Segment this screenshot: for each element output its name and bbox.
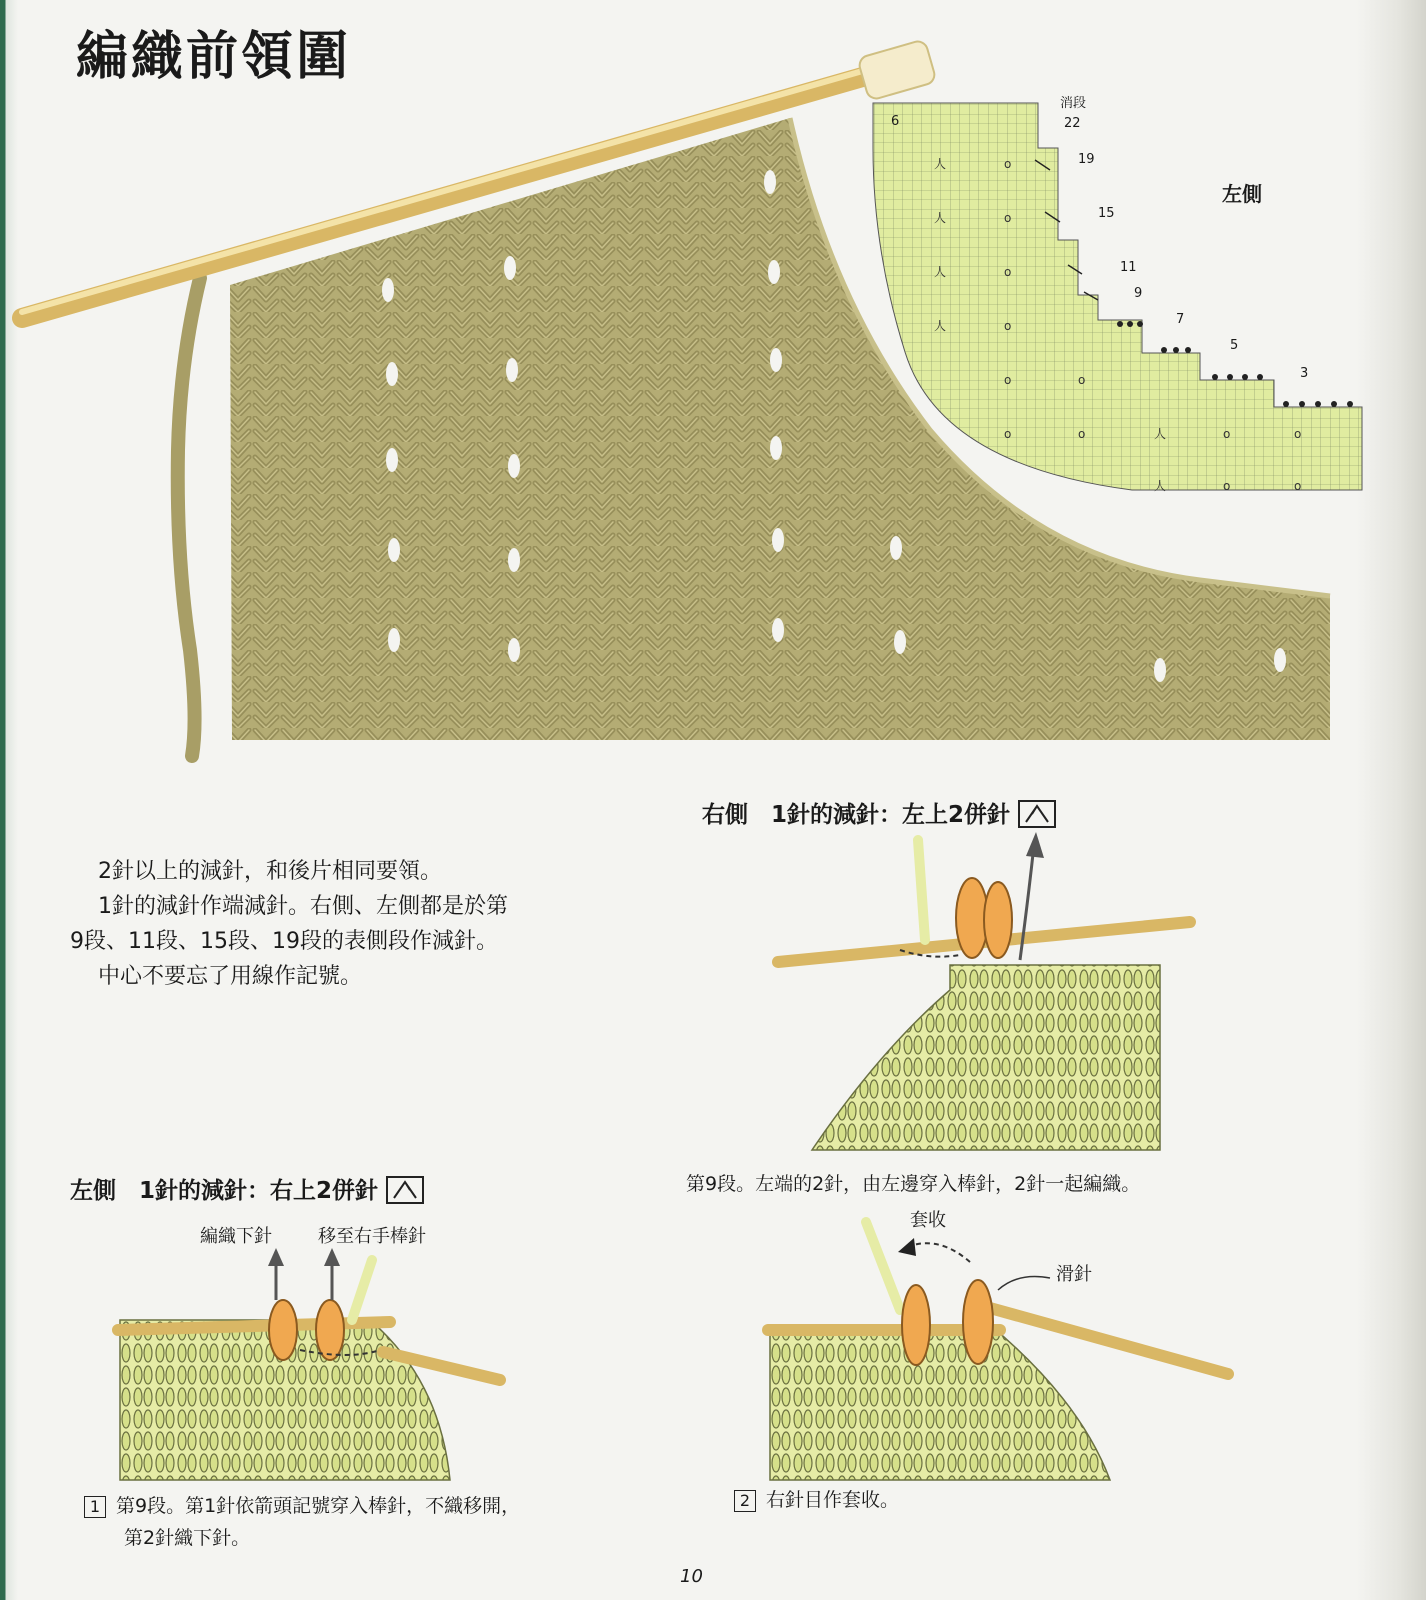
knitting-chart: [873, 103, 1362, 493]
svg-text:人: 人: [934, 319, 947, 333]
yarn-tail: [178, 278, 200, 756]
arrow-left-icon: [898, 1238, 916, 1256]
svg-text:o: o: [1004, 157, 1012, 171]
label-move: 移至右手棒針: [318, 1226, 426, 1247]
row-marker: 11: [1120, 260, 1137, 275]
svg-text:o: o: [1004, 319, 1012, 333]
intro-line: 中心不要忘了用線作記號。: [98, 964, 363, 989]
left-decrease-illustration: [118, 1248, 500, 1480]
step-number: 1: [84, 1496, 106, 1518]
symbol-right-ssk-icon: [386, 1176, 424, 1204]
row-marker: 3: [1300, 366, 1309, 381]
step2-caption: [734, 1484, 899, 1516]
intro-text: [70, 854, 630, 994]
svg-text:o: o: [1004, 373, 1012, 387]
svg-text:人: 人: [934, 265, 947, 279]
label-knit: 編織下針: [200, 1226, 272, 1247]
right-section-title: [702, 796, 1056, 830]
row-marker: 19: [1078, 152, 1095, 167]
row-marker: 15: [1098, 206, 1115, 221]
step1-text2: 第2針織下針。: [124, 1527, 251, 1549]
chart-row-note: 消段: [1060, 96, 1087, 111]
step2-text: 右針目作套收。: [766, 1489, 900, 1511]
row-marker: 22: [1064, 116, 1081, 131]
svg-text:人: 人: [1154, 479, 1167, 493]
svg-text:人: 人: [934, 211, 947, 225]
symbol-left-k2tog-icon: [1018, 800, 1056, 828]
row-marker: 6: [891, 114, 900, 129]
page-number: 10: [680, 1566, 703, 1587]
step2-illustration: [768, 1222, 1228, 1480]
left-section-title-text: 左側 1針的減針：右上2併針: [70, 1178, 379, 1204]
svg-text:o: o: [1223, 479, 1231, 493]
svg-text:o: o: [1004, 211, 1012, 225]
left-section-title: [70, 1172, 424, 1206]
svg-text:o: o: [1223, 427, 1231, 441]
right-section-caption: 第9段。左端的2針，由左邊穿入棒針，2針一起編織。: [686, 1173, 1141, 1195]
svg-text:o: o: [1078, 373, 1086, 387]
step-number: 2: [734, 1490, 756, 1512]
page-title: 編織前領圍: [76, 27, 352, 87]
row-marker: 7: [1176, 312, 1185, 327]
intro-line: 9段、11段、15段、19段的表側段作減針。: [70, 929, 498, 954]
svg-text:人: 人: [934, 157, 947, 171]
intro-line: 1針的減針作端減針。右側、左側都是於第: [98, 894, 508, 919]
svg-text:o: o: [1078, 427, 1086, 441]
right-decrease-illustration: [778, 832, 1190, 1150]
label-slip: 滑針: [1056, 1264, 1092, 1285]
svg-text:o: o: [1004, 265, 1012, 279]
svg-text:o: o: [1294, 427, 1302, 441]
arrow-up-icon: [276, 1262, 332, 1300]
row-marker: 5: [1230, 338, 1239, 353]
label-bindoff: 套收: [910, 1210, 946, 1231]
svg-text:o: o: [1004, 427, 1012, 441]
row-marker: 9: [1134, 286, 1143, 301]
svg-text:人: 人: [1154, 427, 1167, 441]
chart-side-label: 左側: [1222, 182, 1262, 206]
svg-text:o: o: [1294, 479, 1302, 493]
right-section-title-text: 右側 1針的減針：左上2併針: [702, 802, 1011, 828]
step1-caption: [84, 1490, 520, 1554]
intro-line: 2針以上的減針，和後片相同要領。: [98, 859, 442, 884]
step1-text: 第9段。第1針依箭頭記號穿入棒針，不織移開，: [116, 1495, 521, 1517]
